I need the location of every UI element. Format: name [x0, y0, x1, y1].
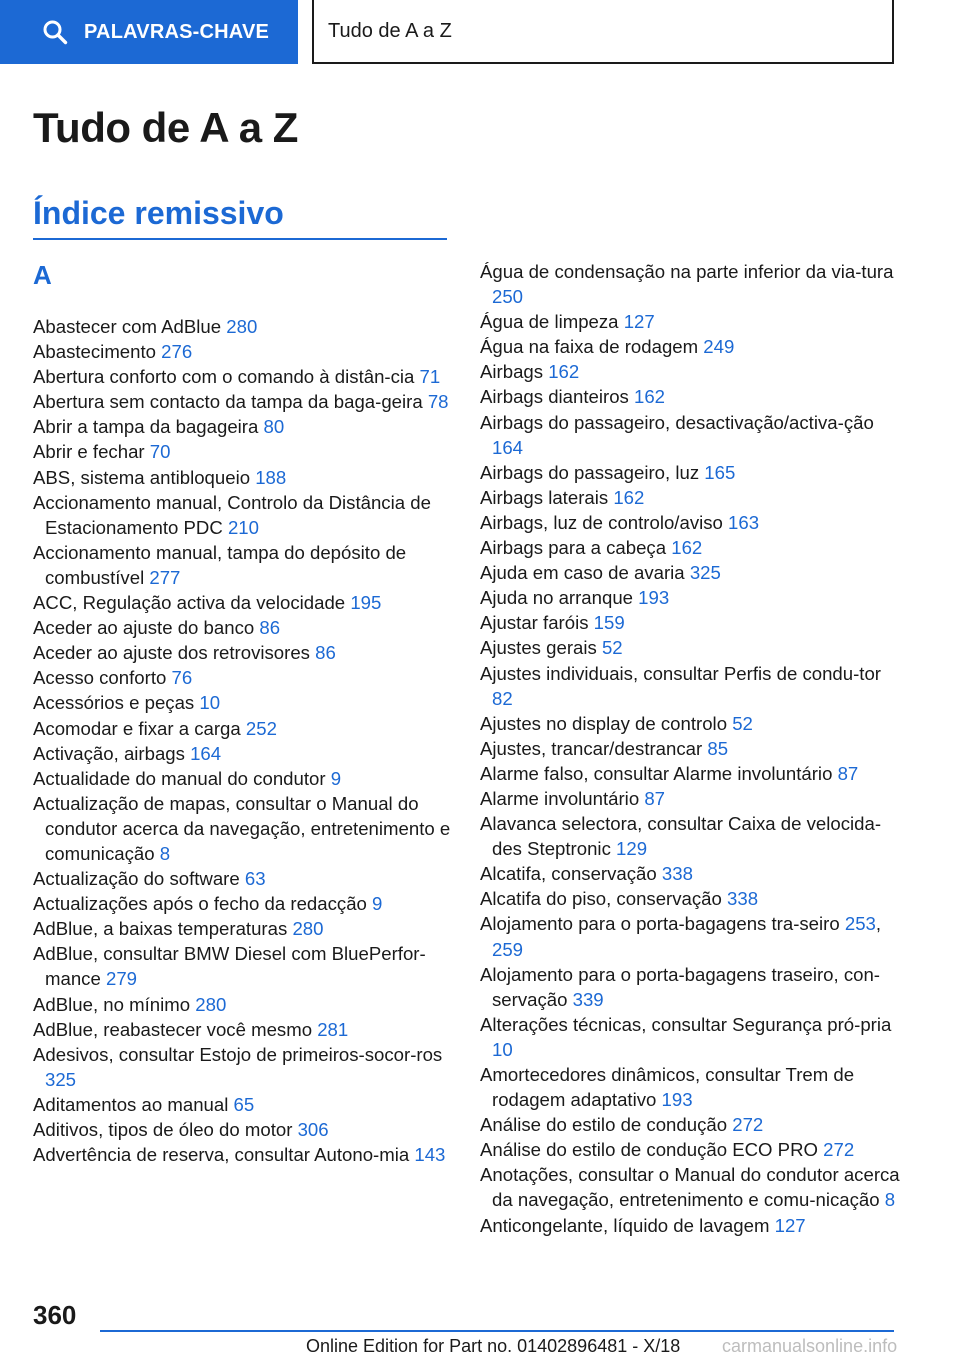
- index-entry: [33, 891, 453, 916]
- index-entry-text: Actualização de mapas, consultar o Manual do condutor acerca da navegação, entretenimento e comunicação: [33, 792, 451, 864]
- index-entry: [33, 766, 453, 791]
- index-entry-text: Ajuda em caso de avaria: [480, 562, 690, 584]
- index-entry-text: Amortecedores dinâmicos, consultar Trem de rodagem adaptativo: [480, 1064, 855, 1111]
- index-column-left: [33, 314, 453, 1167]
- index-entry-text: Airbags, luz de controlo/aviso: [480, 511, 729, 533]
- index-entry-text: Accionamento manual, tampa do depósito de combustível: [33, 541, 407, 588]
- page-link[interactable]: 281: [317, 1018, 349, 1040]
- index-entry: [480, 309, 900, 334]
- page-link[interactable]: 338: [727, 888, 759, 910]
- page-number: 360: [33, 1300, 77, 1330]
- index-entry-text: Abertura conforto com o comando à distân‐cia: [33, 366, 420, 388]
- page-link[interactable]: 8: [159, 842, 171, 864]
- index-entry: [480, 962, 900, 1012]
- index-entry: [480, 384, 900, 409]
- index-entry-text: Alojamento para o porta-bagagens traseiro, con‐servação: [480, 963, 881, 1010]
- index-entry-text: Ajustes gerais: [480, 637, 602, 659]
- letter-heading: A: [33, 260, 52, 290]
- edition-text: Online Edition for Part no. 01402896481 - X/18: [306, 1336, 681, 1356]
- index-entry-text: Actualização do software: [33, 868, 245, 890]
- index-entry-text: Alarme falso, consultar Alarme involuntário: [480, 762, 838, 784]
- index-entry-text: Abrir e fechar: [33, 441, 150, 463]
- breadcrumb-label: Tudo de A a Z: [328, 19, 452, 42]
- index-entry: [480, 1213, 900, 1238]
- index-entry: [33, 339, 453, 364]
- keywords-label: PALAVRAS-CHAVE: [84, 20, 270, 43]
- page-link[interactable]: 272: [732, 1114, 764, 1136]
- page-link[interactable]: 87: [837, 762, 859, 784]
- page-link[interactable]: 325: [689, 562, 721, 584]
- breadcrumb[interactable]: [312, 0, 894, 64]
- page-link[interactable]: 52: [601, 637, 623, 659]
- index-entry-text: Alojamento para o porta-bagagens tra‐seiro: [480, 913, 845, 935]
- page-link[interactable]: 9: [330, 767, 342, 789]
- index-entry: [33, 1117, 453, 1142]
- index-entry-text: Acessórios e peças: [33, 692, 200, 714]
- page-link[interactable]: 127: [623, 311, 655, 333]
- index-entry: [480, 359, 900, 384]
- index-entry: [33, 791, 453, 866]
- page-link[interactable]: 9: [372, 893, 383, 915]
- index-entry: [480, 460, 900, 485]
- index-entry-text: Airbags: [480, 361, 549, 383]
- footer-divider: [100, 1330, 894, 1332]
- index-entry-text: Accionamento manual, Controlo da Distância de Estacionamento PDC: [33, 491, 431, 538]
- page-link[interactable]: 338: [661, 863, 693, 885]
- page-link[interactable]: 339: [572, 988, 604, 1010]
- index-entry: [33, 414, 453, 439]
- index-entry: [480, 510, 900, 535]
- index-entry: Alojamento para o porta-bagagens tra‐seiro 253, 259: [480, 913, 882, 960]
- page-link[interactable]: 193: [638, 587, 670, 609]
- page-link[interactable]: 188: [255, 466, 287, 488]
- index-column-right: [480, 259, 900, 1238]
- index-entry-text: Alarme involuntário: [480, 787, 645, 809]
- page-link[interactable]: 195: [350, 592, 382, 614]
- index-entry-text: Abastecimento: [33, 341, 162, 363]
- index-entry: [480, 861, 900, 886]
- index-entry: [33, 640, 453, 665]
- index-entry: [33, 690, 453, 715]
- index-entry-text: Airbags laterais: [480, 486, 614, 508]
- page-link[interactable]: 85: [707, 737, 729, 759]
- index-entry-text: ABS, sistema antibloqueio: [33, 466, 256, 488]
- index-entry: [480, 1137, 900, 1162]
- page-link[interactable]: 253: [844, 913, 876, 935]
- index-entry-text: Airbags do passageiro, luz: [480, 461, 705, 483]
- index-entry-text: Aceder ao ajuste dos retrovisores: [33, 642, 316, 664]
- index-entry: [480, 661, 900, 711]
- page-link[interactable]: 70: [149, 441, 171, 463]
- page-link[interactable]: 65: [233, 1093, 255, 1115]
- index-entry: [33, 490, 453, 540]
- index-entry: [33, 389, 453, 414]
- page-link[interactable]: 276: [161, 341, 193, 363]
- index-entry-text: Adesivos, consultar Estojo de primeiros-socor‐ros: [33, 1043, 443, 1065]
- page-link[interactable]: 162: [548, 361, 580, 383]
- index-entry-text: Activação, airbags: [33, 742, 191, 764]
- page-link[interactable]: 76: [171, 667, 193, 689]
- index-entry-text: Ajuda no arranque: [480, 587, 639, 609]
- page-link[interactable]: 280: [226, 316, 258, 337]
- index-entry-text: Actualidade do manual do condutor: [33, 767, 331, 789]
- index-entry: [33, 439, 453, 464]
- index-entry: [480, 334, 900, 359]
- index-entry: [480, 410, 900, 460]
- index-entry-text: Acesso conforto: [33, 667, 172, 689]
- page-link[interactable]: 306: [297, 1119, 329, 1140]
- index-entry-text: Água na faixa de rodagem: [480, 336, 704, 358]
- index-entry: [33, 741, 453, 766]
- index-entry-text: Aceder ao ajuste do banco: [33, 617, 260, 639]
- index-entry: [480, 1112, 900, 1137]
- index-entry-text: Abrir a tampa da bagageira: [33, 416, 264, 438]
- index-entry: [33, 992, 453, 1017]
- page-link[interactable]: 129: [616, 838, 648, 860]
- index-entry-text: AdBlue, no mínimo: [33, 993, 196, 1015]
- index-entry: [33, 314, 453, 339]
- page-link[interactable]: 87: [644, 787, 666, 809]
- index-entry-text: Ajustes individuais, consultar Perfis de condu‐tor: [480, 662, 882, 684]
- index-entry: [33, 1142, 453, 1167]
- watermark: carmanualsonline.info: [722, 1336, 898, 1356]
- index-entry-text: AdBlue, a baixas temperaturas: [33, 918, 293, 940]
- page-link[interactable]: 8: [884, 1189, 896, 1211]
- page-link[interactable]: 10: [492, 1038, 513, 1060]
- index-entry: [480, 1012, 900, 1062]
- index-entry-text: AdBlue, reabastecer você mesmo: [33, 1018, 318, 1040]
- page-title: Tudo de A a Z: [33, 104, 298, 151]
- index-entry: [33, 665, 453, 690]
- page-link[interactable]: 63: [244, 868, 266, 890]
- index-entry-text: Advertência de reserva, consultar Autono‐mia: [33, 1144, 415, 1166]
- page-link[interactable]: 80: [263, 416, 285, 438]
- index-entry-text: Água de condensação na parte inferior da via‐tura: [480, 261, 894, 282]
- index-entry: [33, 465, 453, 490]
- index-entry-text: Abertura sem contacto da tampa da baga‐geira: [33, 391, 428, 413]
- index-entry-text: Alavanca selectora, consultar Caixa de velocida‐des Steptronic: [480, 813, 882, 860]
- index-entry: [33, 941, 453, 991]
- index-entry: [480, 711, 900, 736]
- index-entry: [480, 535, 900, 560]
- index-entry-text: AdBlue, consultar BMW Diesel com BluePerfor‐mance: [33, 943, 426, 990]
- page-link[interactable]: 250: [492, 286, 524, 308]
- page-link[interactable]: 165: [704, 461, 736, 483]
- index-entry-text: Acomodar e fixar a carga: [33, 717, 246, 739]
- index-entry: [480, 761, 900, 786]
- index-entry: [480, 485, 900, 510]
- section-title: Índice remissivo: [33, 195, 284, 231]
- index-entry: [33, 916, 453, 941]
- page-link[interactable]: 86: [259, 617, 281, 639]
- index-entry-text: Análise do estilo de condução ECO PRO: [480, 1139, 824, 1161]
- page-link[interactable]: 86: [315, 642, 336, 664]
- page-link[interactable]: 162: [634, 386, 666, 408]
- page-link[interactable]: 280: [195, 993, 227, 1015]
- page-link[interactable]: 279: [105, 968, 138, 990]
- page-link[interactable]: 162: [671, 537, 703, 559]
- index-entry-text: Ajustes no display de controlo: [480, 712, 733, 734]
- index-entry: [33, 615, 453, 640]
- index-entry-text: Ajustes, trancar/destrancar: [480, 737, 708, 759]
- index-entry-text: Análise do estilo de condução: [480, 1114, 733, 1136]
- page-link[interactable]: 127: [774, 1214, 806, 1236]
- index-entry: [480, 1162, 900, 1212]
- page-link[interactable]: 159: [593, 612, 625, 634]
- index-entry: [480, 610, 900, 635]
- index-entry: [33, 540, 453, 590]
- section-divider: [33, 238, 447, 240]
- page-link[interactable]: 280: [292, 918, 324, 940]
- index-entry: [480, 786, 900, 811]
- top-navigation: [0, 0, 960, 66]
- index-entry-text: Anotações, consultar o Manual do condutor acerca da navegação, entretenimento e comu‐nicação: [480, 1164, 900, 1211]
- index-entry-text: Airbags para a cabeça: [480, 537, 672, 559]
- index-entry: [33, 1042, 453, 1092]
- page-link[interactable]: 164: [492, 436, 524, 458]
- index-entry-text: Airbags dianteiros: [480, 386, 634, 408]
- index-entry: [480, 635, 900, 660]
- index-entry: [480, 259, 900, 309]
- page-link[interactable]: 163: [728, 511, 760, 533]
- index-entry-text: Actualizações após o fecho da redacção: [33, 893, 373, 915]
- index-entry: [480, 1062, 900, 1112]
- page-link[interactable]: 249: [703, 336, 735, 358]
- index-entry-text: Ajustar faróis: [480, 612, 594, 634]
- page-link[interactable]: 252: [245, 717, 277, 739]
- page-link[interactable]: 71: [419, 366, 441, 388]
- index-entry: [480, 585, 900, 610]
- index-entry: [480, 811, 900, 861]
- index-entry-text: Anticongelante, líquido de lavagem: [480, 1214, 775, 1236]
- index-entry-text: Abastecer com AdBlue: [33, 316, 227, 337]
- page-link[interactable]: 277: [149, 566, 181, 588]
- index-entry-text: Alcatifa, conservação: [480, 863, 662, 885]
- search-icon: [42, 19, 68, 45]
- page-link[interactable]: 164: [190, 742, 222, 764]
- page-link[interactable]: 325: [45, 1068, 77, 1090]
- page-link[interactable]: 210: [227, 516, 259, 538]
- index-entry-text: Airbags do passageiro, desactivação/activa‐ção: [480, 411, 874, 433]
- page-link[interactable]: 143: [414, 1144, 446, 1166]
- page-link[interactable]: 82: [492, 687, 513, 709]
- index-entry-text: Água de limpeza: [480, 311, 624, 333]
- page-link[interactable]: 272: [823, 1139, 855, 1161]
- index-entry: [33, 866, 453, 891]
- index-entry-text: ACC, Regulação activa da velocidade: [33, 592, 351, 614]
- index-entry-text: Aditamentos ao manual: [33, 1093, 234, 1115]
- index-entry: [33, 1017, 453, 1042]
- keywords-button[interactable]: [0, 0, 298, 64]
- index-entry: [480, 560, 900, 585]
- index-entry: [480, 886, 900, 911]
- page-link[interactable]: 162: [613, 486, 645, 508]
- index-entry-text: Aditivos, tipos de óleo do motor: [33, 1119, 298, 1140]
- index-entry-text: Alterações técnicas, consultar Segurança pró‐pria: [480, 1013, 892, 1035]
- page-link[interactable]: 78: [427, 391, 449, 413]
- index-entry: [480, 736, 900, 761]
- page-link[interactable]: 193: [661, 1089, 693, 1111]
- index-entry-text: Alcatifa do piso, conservação: [480, 888, 728, 910]
- page-link[interactable]: 259: [492, 938, 524, 960]
- page-link[interactable]: 52: [732, 712, 753, 734]
- index-entry: [33, 590, 453, 615]
- index-entry: [33, 716, 453, 741]
- index-entry: [33, 364, 453, 389]
- index-entry: [33, 1092, 453, 1117]
- page-link[interactable]: 10: [199, 692, 221, 714]
